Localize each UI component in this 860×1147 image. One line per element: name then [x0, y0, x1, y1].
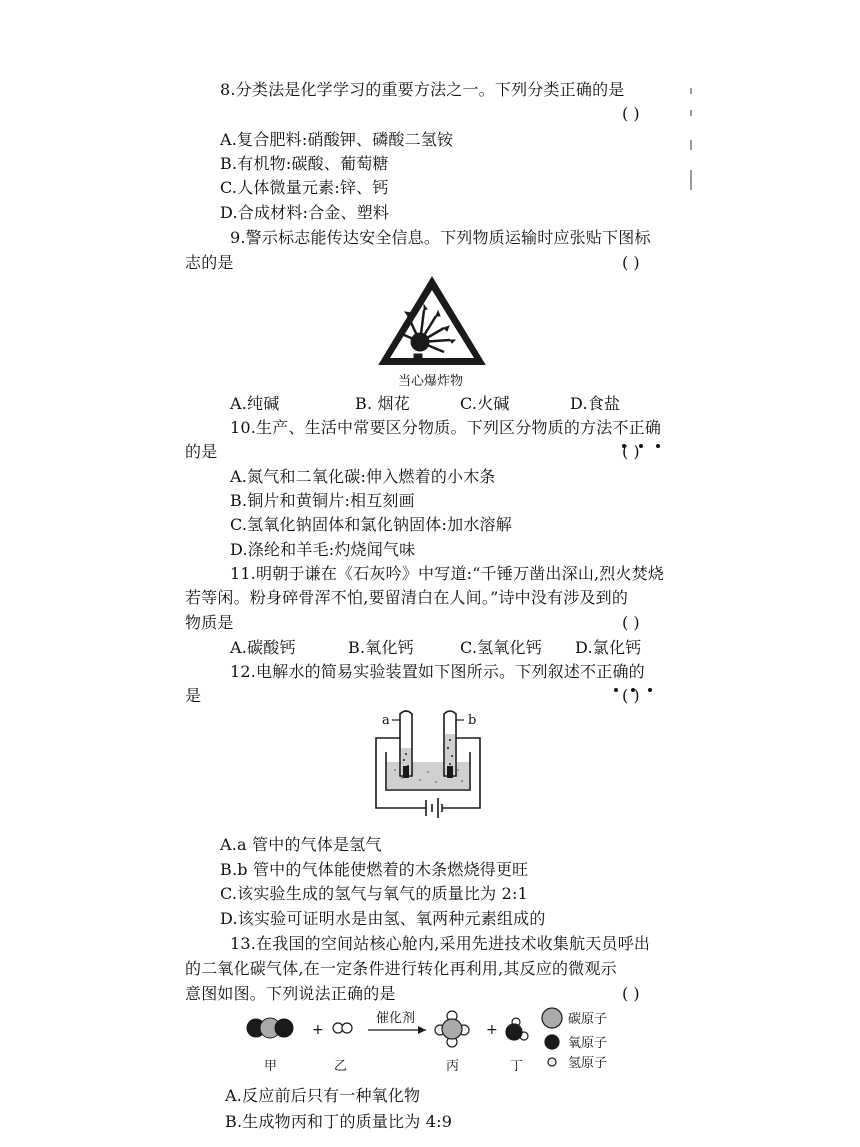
q10-answer-paren[interactable]: ( ): [622, 442, 640, 461]
q11-answer-paren[interactable]: ( ): [622, 613, 640, 632]
q11-stem-line2: 若等闲。粉身碎骨浑不怕,要留清白在人间。”诗中没有涉及到的: [185, 588, 629, 607]
electrolysis-apparatus: [370, 708, 500, 832]
q10-option-d: D.涤纶和羊毛:灼烧闻气味: [230, 540, 416, 559]
svg-text:+: +: [486, 1022, 498, 1038]
molecule-ding: [506, 1018, 528, 1040]
q11-option-b: B.氧化钙: [348, 638, 414, 657]
margin-mark: [690, 88, 692, 94]
legend-oxygen: 氧原子: [568, 1036, 608, 1051]
explosive-warning-sign: [378, 276, 486, 368]
q8-option-d: D.合成材料:合金、塑料: [220, 203, 390, 222]
q10-option-b: B.铜片和黄铜片:相互刻画: [230, 491, 415, 510]
molecule-jia: [247, 1018, 293, 1038]
q11-stem-line3: 物质是: [185, 613, 234, 632]
margin-mark: [690, 170, 692, 190]
q13-option-a: A.反应前后只有一种氧化物: [225, 1086, 421, 1105]
legend: [542, 1008, 562, 1066]
hydrogen-atom-icon: [548, 1058, 556, 1066]
label-bing: 丙: [446, 1059, 460, 1074]
legend-hydrogen: 氢原子: [568, 1056, 608, 1071]
q12-option-d: D.该实验可证明水是由氢、氧两种元素组成的: [220, 909, 546, 928]
sign-caption: 当心爆炸物: [398, 374, 464, 389]
q8-option-b: B.有机物:碳酸、葡萄糖: [220, 154, 389, 173]
q12-answer-paren[interactable]: ( ): [622, 686, 640, 705]
q12-option-c: C.该实验生成的氢气与氧气的质量比为 2:1: [220, 884, 528, 903]
oxygen-atom-icon: [545, 1035, 559, 1049]
margin-mark: [690, 110, 692, 116]
label-ding: 丁: [510, 1059, 524, 1074]
q10-stem-line2: 的是: [185, 442, 218, 461]
q13-stem-line2: 的二氧化碳气体,在一定条件进行转化再利用,其反应的微观示: [185, 959, 617, 978]
carbon-atom-icon: [542, 1008, 562, 1028]
q8-answer-paren[interactable]: ( ): [622, 104, 640, 123]
q13-option-b: B.生成物丙和丁的质量比为 4:9: [225, 1112, 453, 1131]
molecule-bing: [435, 1011, 469, 1047]
q10-stem-line1: 10.生产、生活中常要区分物质。下列区分物质的方法不正确: [230, 418, 662, 437]
q10-option-c: C.氢氧化钠固体和氯化钠固体:加水溶解: [230, 515, 512, 534]
q9-option-d: D.食盐: [570, 394, 621, 413]
tube-a-label: a: [382, 713, 390, 728]
q10-option-a: A.氮气和二氧化碳:伸入燃着的小木条: [230, 467, 496, 486]
catalyst-label: 催化剂: [376, 1011, 416, 1026]
margin-mark: [690, 140, 692, 150]
label-jia: 甲: [264, 1059, 278, 1074]
q8-option-a: A.复合肥料:硝酸钾、磷酸二氢铵: [220, 130, 454, 149]
svg-text:+: +: [312, 1022, 324, 1038]
molecule-yi: [333, 1023, 352, 1033]
tube-b-label: b: [468, 713, 477, 728]
q11-option-c: C.氢氧化钙: [460, 638, 542, 657]
q13-answer-paren[interactable]: ( ): [622, 984, 640, 1003]
q9-option-a: A.纯碱: [230, 394, 280, 413]
q13-stem-line1: 13.在我国的空间站核心舱内,采用先进技术收集航天员呼出: [230, 934, 651, 953]
q9-answer-paren[interactable]: ( ): [622, 253, 640, 272]
q12-option-a: A.a 管中的气体是氢气: [220, 835, 382, 854]
arrow-icon: [418, 1026, 426, 1034]
q8-stem: 8.分类法是化学学习的重要方法之一。下列分类正确的是: [220, 80, 625, 99]
q13-stem-line3: 意图如图。下列说法正确的是: [185, 984, 396, 1003]
q12-stem-line2: 是: [185, 686, 202, 705]
q11-stem-line1: 11.明朝于谦在《石灰吟》中写道:“千锤万凿出深山,烈火焚烧: [230, 564, 665, 583]
q11-option-d: D.氯化钙: [575, 638, 642, 657]
q9-option-c: C.火碱: [460, 394, 510, 413]
q9-option-b: B. 烟花: [355, 394, 410, 413]
reaction-micro-diagram: [230, 1004, 650, 1076]
q11-option-a: A.碳酸钙: [230, 638, 296, 657]
label-yi: 乙: [334, 1059, 348, 1074]
q12-option-b: B.b 管中的气体能使燃着的木条燃烧得更旺: [220, 860, 529, 879]
q9-stem-line1: 9.警示标志能传达安全信息。下列物质运输时应张贴下图标: [230, 228, 651, 247]
q12-stem-line1: 12.电解水的简易实验装置如下图所示。下列叙述不正确的: [230, 662, 645, 681]
legend-carbon: 碳原子: [568, 1012, 608, 1027]
q9-stem-line2: 志的是: [185, 253, 234, 272]
q8-option-c: C.人体微量元素:锌、钙: [220, 178, 389, 197]
